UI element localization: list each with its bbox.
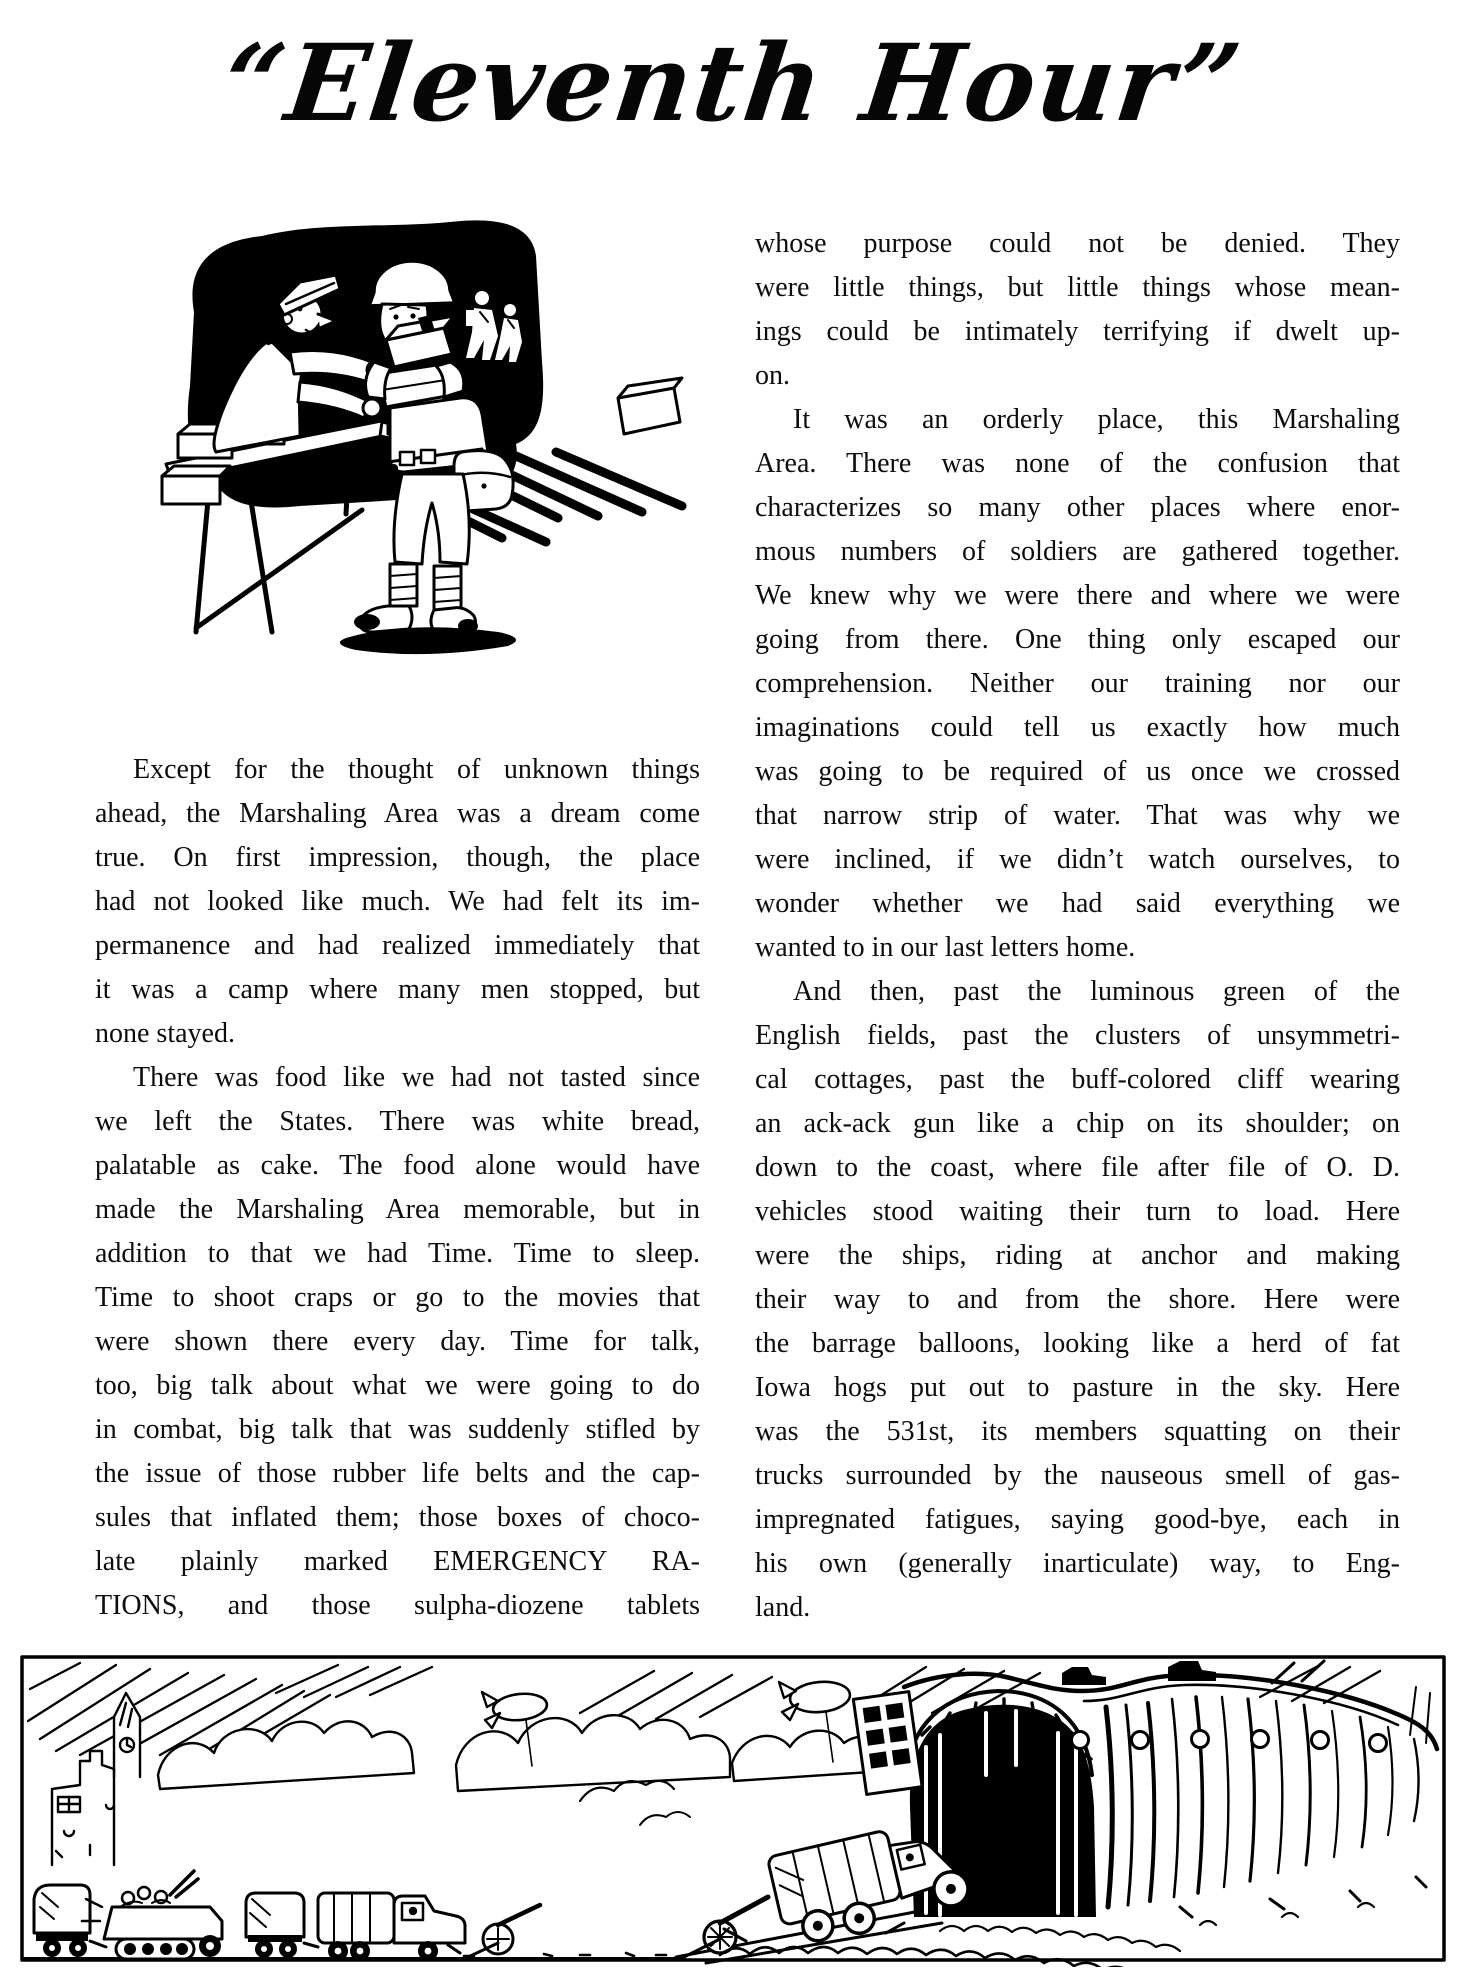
ramp-truck-tall	[853, 1692, 922, 1795]
text-line: English fields, past the clusters of unsymmetri-	[755, 1020, 1400, 1051]
text-line: made the Marshaling Area memorable, but in	[95, 1194, 700, 1225]
text-line: land.	[755, 1592, 811, 1623]
text-line: Iowa hogs put out to pasture in the sky. Here	[755, 1372, 1400, 1403]
paragraph	[95, 748, 700, 1056]
text-line: wonder whether we had said everything we	[755, 888, 1400, 919]
text-line: in combat, big talk that was suddenly stifled by	[95, 1414, 700, 1445]
text-line: down to the coast, where file after file of O. D.	[755, 1152, 1400, 1183]
text-line: going from there. One thing only escaped our	[755, 624, 1400, 655]
text-line: was going to be required of us once we crossed	[755, 756, 1400, 787]
text-line: There was food like we had not tasted since	[133, 1062, 700, 1093]
text-line: imaginations could tell us exactly how much	[755, 712, 1400, 743]
text-line: sules that inflated them; those boxes of choco-	[95, 1502, 700, 1533]
embarkation-convoy-drawing	[20, 1655, 1446, 1967]
text-line: none stayed.	[95, 1018, 235, 1049]
right-column	[755, 222, 1400, 1630]
text-line: true. On first impression, though, the place	[95, 842, 700, 873]
text-line: Except for the thought of unknown things	[133, 754, 700, 785]
text-line: addition to that we had Time. Time to sleep.	[95, 1238, 700, 1269]
text-line: comprehension. Neither our training nor our	[755, 668, 1400, 699]
text-line: whose purpose could not be denied. They	[755, 228, 1400, 259]
leggings	[390, 564, 461, 610]
trousers	[394, 474, 469, 564]
left-column	[95, 748, 700, 1628]
paragraph	[755, 222, 1400, 398]
text-line: Time to shoot craps or go to the movies that	[95, 1282, 700, 1313]
text-line: And then, past the luminous green of the	[793, 976, 1400, 1007]
text-line: were the ships, riding at anchor and making	[755, 1240, 1400, 1271]
text-line: characterizes so many other places where enor-	[755, 492, 1400, 523]
text-line: the barrage balloons, looking like a herd of fat	[755, 1328, 1400, 1359]
text-line: permanence and had realized immediately that	[95, 930, 700, 961]
text-line: wanted to in our last letters home.	[755, 932, 1136, 963]
text-line: the issue of those rubber life belts and the cap-	[95, 1458, 700, 1489]
text-line: his own (generally inarticulate) way, to Eng-	[755, 1548, 1400, 1579]
text-line: late plainly marked EMERGENCY RA-	[95, 1546, 700, 1577]
text-line: an ack-ack gun like a chip on its shoulder; on	[755, 1108, 1400, 1139]
text-line: cal cottages, past the buff-colored cliff wearing	[755, 1064, 1400, 1095]
text-line: on.	[755, 360, 790, 391]
text-line: It was an orderly place, this Marshaling	[793, 404, 1400, 435]
paragraph	[755, 398, 1400, 970]
embarkation-convoy-cartoon	[20, 1655, 1446, 1967]
page-title: “Eleventh Hour”	[216, 20, 1250, 145]
paragraph	[95, 1056, 700, 1628]
text-line: their way to and from the shore. Here were	[755, 1284, 1400, 1315]
supply-issue-cartoon	[150, 212, 702, 667]
text-line: it was a camp where many men stopped, but	[95, 974, 700, 1005]
supply-issue-cartoon-drawing	[150, 212, 702, 667]
text-line: were inclined, if we didn’t watch ourselves, to	[755, 844, 1400, 875]
text-line: Area. There was none of the confusion that	[755, 448, 1400, 479]
text-line: trucks surrounded by the nauseous smell of gas-	[755, 1460, 1400, 1491]
paragraph	[755, 970, 1400, 1630]
text-line: mous numbers of soldiers are gathered together.	[755, 536, 1400, 567]
text-line: that narrow strip of water. That was why we	[755, 800, 1400, 831]
text-line: We knew why we were there and where we were	[755, 580, 1400, 611]
text-line: were shown there every day. Time for talk,	[95, 1326, 700, 1357]
text-line: TIONS, and those sulpha-diozene tablets	[95, 1590, 700, 1621]
text-line: we left the States. There was white bread,	[95, 1106, 700, 1137]
text-line: too, big talk about what we were going to do	[95, 1370, 700, 1401]
text-line: impregnated fatigues, saying good-bye, each in	[755, 1504, 1400, 1535]
text-line: had not looked like much. We had felt its im-	[95, 886, 700, 917]
text-line: ings could be intimately terrifying if dwelt up-	[755, 316, 1400, 347]
text-line: was the 531st, its members squatting on their	[755, 1416, 1400, 1447]
text-line: were little things, but little things whose mean-	[755, 272, 1400, 303]
text-line: palatable as cake. The food alone would have	[95, 1150, 700, 1181]
text-line: ahead, the Marshaling Area was a dream come	[95, 798, 700, 829]
text-line: vehicles stood waiting their turn to load. Here	[755, 1196, 1400, 1227]
